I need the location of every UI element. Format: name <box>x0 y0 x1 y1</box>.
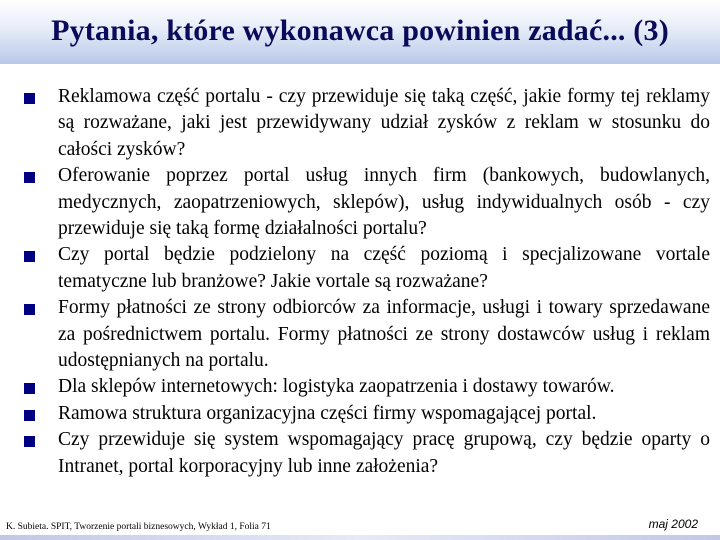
bullet-list <box>24 84 710 480</box>
bullet-text: Czy przewiduje się system wspomagający pracę grupową, czy będzie oparty o Intranet, portal korporacyjny lub inne założenia? <box>58 429 710 477</box>
square-bullet-icon <box>24 93 35 104</box>
slide-title: Pytania, które wykonawca powinien zadać... (3) <box>51 14 669 47</box>
footer-citation: K. Subieta. SPIT, Tworzenie portali biznesowych, Wykład 1, Folia 71 <box>6 522 271 532</box>
bullet-item <box>24 374 710 400</box>
bullet-text: Dla sklepów internetowych: logistyka zaopatrzenia i dostawy towarów. <box>58 376 615 398</box>
square-bullet-icon <box>24 172 35 183</box>
bullet-item <box>24 163 710 242</box>
bullet-text: Reklamowa część portalu - czy przewiduje się taką część, jakie formy tej reklamy są rozważane, jaki jest przewidywany udział zysków z reklam w stosunku do całości zysków? <box>58 86 710 160</box>
bullet-item <box>24 427 710 480</box>
bullet-item <box>24 295 710 374</box>
bullet-item <box>24 242 710 295</box>
square-bullet-icon <box>24 304 35 315</box>
bullet-text: Formy płatności ze strony odbiorców za informacje, usługi i towary sprzedawane za pośrednictwem portalu. Formy płatności ze strony dostawców usług i reklam udostępnianych na portalu. <box>58 297 710 372</box>
bullet-item <box>24 401 710 427</box>
bullet-item <box>24 84 710 163</box>
square-bullet-icon <box>24 436 35 447</box>
footer-rule <box>0 535 720 540</box>
bullet-text: Czy portal będzie podzielony na część poziomą i specjalizowane vortale tematyczne lub branżowe? Jakie vortale są rozważane? <box>58 244 710 292</box>
bullet-text: Oferowanie poprzez portal usług innych firm (bankowych, budowlanych, medycznych, zaopatrzeniowych, sklepów), usług indywidualnych osób - czy przewiduje się taką formę działalności portalu? <box>58 165 710 240</box>
square-bullet-icon <box>24 410 35 421</box>
square-bullet-icon <box>24 383 35 394</box>
square-bullet-icon <box>24 251 35 262</box>
footer-date: maj 2002 <box>648 517 698 531</box>
bullet-text: Ramowa struktura organizacyjna części firmy wspomagającej portal. <box>58 402 597 424</box>
